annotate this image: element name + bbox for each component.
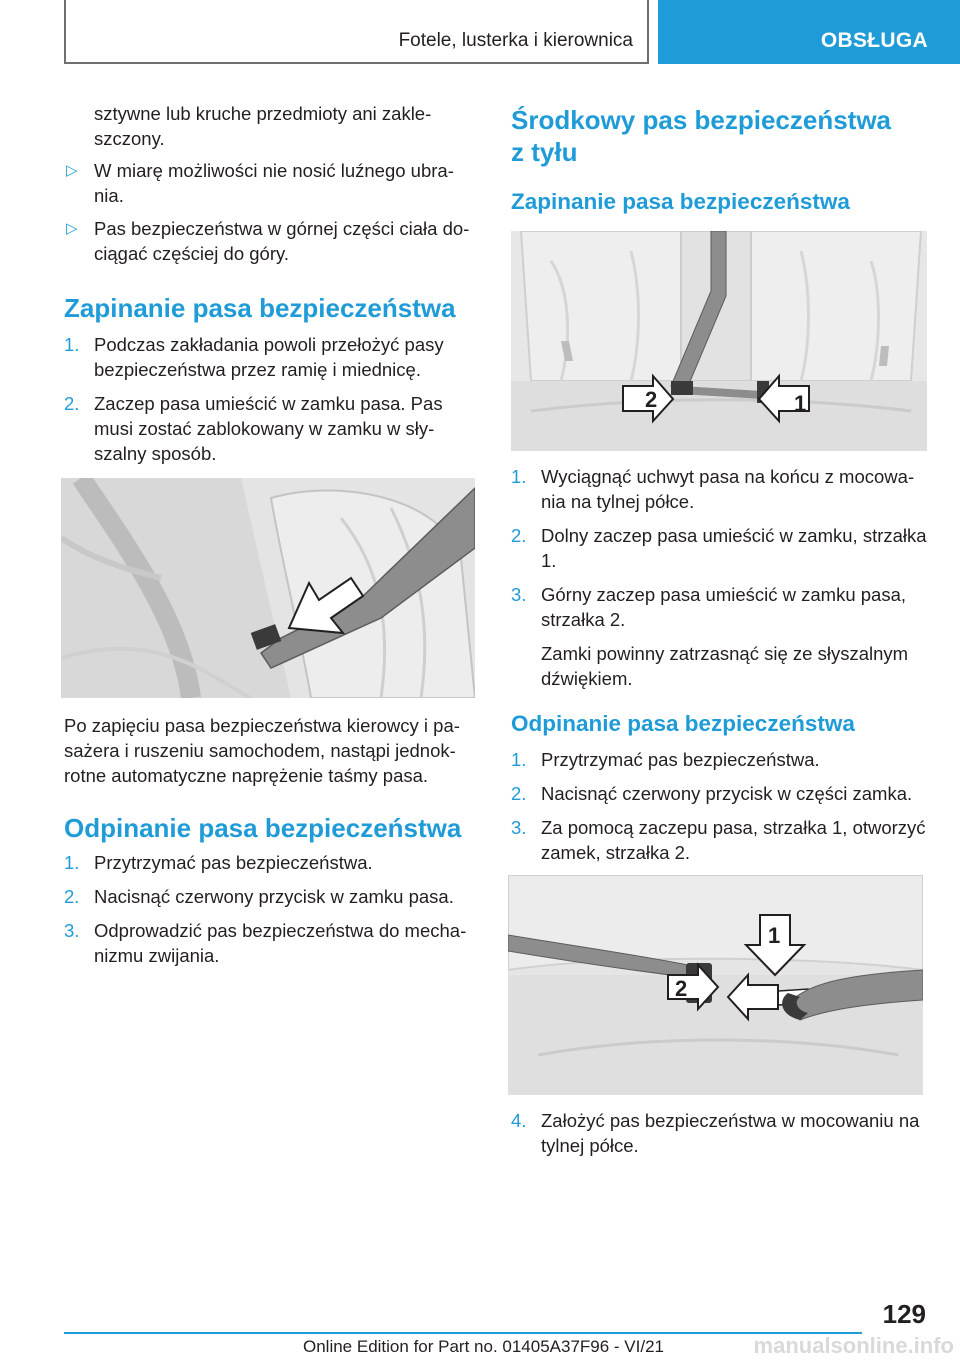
footer-divider <box>64 1332 862 1334</box>
step-text: Wyciągnąć uchwyt pasa na końcu z mocowania na tylnej półce. <box>541 466 915 512</box>
step-item <box>64 391 476 466</box>
step-number: 3. <box>64 920 80 941</box>
step-number: 1. <box>511 749 527 770</box>
step-number: 2. <box>64 886 80 907</box>
step-text: Nacisnąć czerwony przycisk w zamku pasa. <box>94 886 454 907</box>
figure-buckle-release <box>508 875 923 1095</box>
seatbelt-illustration <box>61 478 475 698</box>
step-number: 3. <box>511 817 527 838</box>
step-text: Nacisnąć czerwony przycisk w części zamka. <box>541 783 913 804</box>
step-text: Przytrzymać pas bezpieczeństwa. <box>94 852 373 873</box>
bullet-text: Pas bezpieczeństwa w górnej części ciała dociągać częściej do góry. <box>94 218 470 264</box>
step-number: 3. <box>511 584 527 605</box>
tensioning-note: Po zapięciu pasa bezpieczeństwa kierowcy i pasażera i ruszeniu samochodem, nastąpi jednokrotne automatyczne naprężenie taśmy pasa. <box>64 715 460 786</box>
step-item <box>511 747 927 772</box>
header-section-box <box>64 0 649 64</box>
header-chapter-tab[interactable] <box>658 0 960 64</box>
step-number: 2. <box>511 525 527 546</box>
header-chapter-label: OBSŁUGA <box>820 29 928 52</box>
step-number: 2. <box>511 783 527 804</box>
step-number: 1. <box>64 334 80 355</box>
bullet-continuation: sztywne lub kruche przedmioty ani zakleszczony. <box>94 103 432 149</box>
step-text: Zaczep pasa umieścić w zamku pasa. Pas musi zostać zablokowany w zamku w słyszalny sposób. <box>94 393 443 464</box>
page-number: 129 <box>882 1299 926 1329</box>
step-item <box>64 918 476 968</box>
step-text: Założyć pas bezpieczeństwa w mocowaniu na tylnej półce. <box>541 1110 920 1156</box>
subheading-fasten: Zapinanie pasa bezpieczeństwa <box>511 189 850 214</box>
header-section-title: Fotele, lusterka i kierownica <box>398 30 633 51</box>
step-number: 1. <box>511 466 527 487</box>
figure-driver-seatbelt <box>61 478 475 698</box>
callout-2: 2 <box>645 387 658 412</box>
footer-edition: Online Edition for Part no. 01405A37F96 - VI/21 <box>303 1337 665 1356</box>
heading-line-1: Środkowy pas bezpieczeństwa <box>511 105 892 135</box>
heading-line-2: z tyłu <box>511 137 578 167</box>
step-number: 1. <box>64 852 80 873</box>
unfasten-steps <box>64 850 476 977</box>
heading-rear-center-belt <box>511 104 891 168</box>
step-item <box>511 815 927 865</box>
fasten-steps <box>64 332 476 475</box>
step-item <box>511 523 927 573</box>
rear-final-step <box>511 1108 927 1167</box>
subheading-unfasten: Odpinanie pasa bezpieczeństwa <box>511 711 855 736</box>
bullet-item <box>64 158 476 208</box>
step-note: Zamki powinny zatrzasnąć się ze słyszalnym dźwiękiem. <box>541 643 909 689</box>
rear-seat-illustration <box>511 231 927 451</box>
step-text: Dolny zaczep pasa umieścić w zamku, strzałka 1. <box>541 525 927 571</box>
heading-fasten: Zapinanie pasa bezpieczeństwa <box>64 293 456 323</box>
step-item <box>64 850 476 875</box>
rear-unfasten-steps <box>511 747 927 874</box>
watermark-logo: manualsonline.info <box>753 1333 954 1358</box>
step-item <box>511 582 927 691</box>
step-number: 2. <box>64 393 80 414</box>
rear-fasten-steps <box>511 464 927 700</box>
step-text: Za pomocą zaczepu pasa, strzałka 1, otworzyć zamek, strzałka 2. <box>541 817 926 863</box>
bullet-list <box>64 158 476 274</box>
triangle-bullet-icon: ▷ <box>66 220 78 237</box>
callout-2: 2 <box>675 976 688 1001</box>
bullet-text: W miarę możliwości nie nosić luźnego ubrania. <box>94 160 454 206</box>
bullet-item <box>64 216 476 266</box>
figure-rear-seat-buckles <box>511 231 927 451</box>
step-item <box>511 781 927 806</box>
step-text: Przytrzymać pas bezpieczeństwa. <box>541 749 820 770</box>
step-text: Podczas zakładania powoli przełożyć pasy bezpieczeństwa przez ramię i miednicę. <box>94 334 444 380</box>
heading-unfasten: Odpinanie pasa bezpieczeństwa <box>64 813 462 843</box>
triangle-bullet-icon: ▷ <box>66 162 78 179</box>
callout-1: 1 <box>794 391 807 416</box>
step-number: 4. <box>511 1110 527 1131</box>
step-text: Górny zaczep pasa umieścić w zamku pasa, strzałka 2. <box>541 584 907 630</box>
step-item <box>64 332 476 382</box>
step-item <box>511 464 927 514</box>
step-text: Odprowadzić pas bezpieczeństwa do mechanizmu zwijania. <box>94 920 467 966</box>
callout-1: 1 <box>768 923 781 948</box>
step-item <box>511 1108 927 1158</box>
buckle-release-illustration <box>508 875 923 1095</box>
step-item <box>64 884 476 909</box>
